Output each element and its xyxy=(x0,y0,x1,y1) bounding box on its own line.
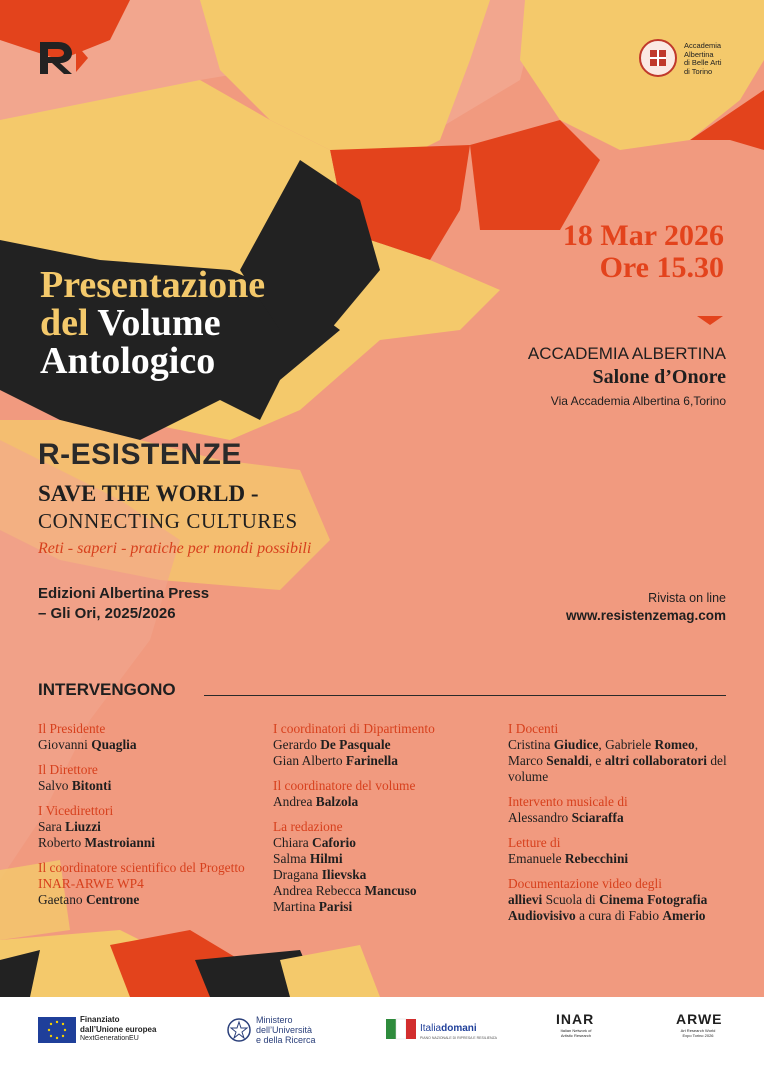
italia-flag-icon xyxy=(384,1015,418,1043)
resistenze-logo xyxy=(38,40,90,76)
speaker-role: I Vicedirettori xyxy=(38,803,114,818)
inar-logo: INAR Italian Network of Artistic Research xyxy=(556,1011,595,1038)
speaker-role: Intervento musicale di xyxy=(508,794,628,809)
speaker-role: Il Presidente xyxy=(38,721,106,736)
accademia-seal-icon xyxy=(638,38,678,78)
speaker-name: Dragana Ilievska xyxy=(273,867,367,882)
speaker-name: Salma Hilmi xyxy=(273,851,343,866)
arwe-logo: ARWE Art Research World Expo Torino 2026 xyxy=(676,1011,723,1038)
venue-address: Via Accademia Albertina 6,Torino xyxy=(550,394,726,408)
book-tagline: Reti - saperi - pratiche per mondi possibili xyxy=(38,540,312,557)
speaker-name: Alessandro Sciaraffa xyxy=(508,810,624,825)
location-marker-icon xyxy=(697,316,723,326)
speaker-name: Salvo Bitonti xyxy=(38,778,112,793)
speaker-name: Gian Alberto Farinella xyxy=(273,753,398,768)
title-line-2a: del xyxy=(40,302,89,344)
magazine-url[interactable]: www.resistenzemag.com xyxy=(565,608,726,623)
speaker-name: Roberto Mastroianni xyxy=(38,835,155,850)
speaker-name: Giovanni Quaglia xyxy=(38,737,137,752)
speaker-name: Gerardo De Pasquale xyxy=(273,737,391,752)
footer-logos: Finanziato dall’Unione europea NextGenerationEU Ministero dell’Università e della Ricerca Italiadomani PIANO NAZIONALE DI RIPRESA E RESILIENZA INAR Italian Network of Artistic Research ARWE Art Research World Expo Torino 2026 xyxy=(0,997,764,1081)
speaker-name: Sara Liuzzi xyxy=(38,819,101,834)
eu-flag-icon xyxy=(38,1017,76,1043)
title-line-3: Antologico xyxy=(40,340,216,382)
book-subtitle-1: SAVE THE WORLD - xyxy=(38,481,259,506)
speakers-column-2 xyxy=(273,721,498,915)
accademia-albertina-logo xyxy=(636,38,746,88)
venue-name: ACCADEMIA ALBERTINA xyxy=(527,344,726,363)
speaker-name: Andrea Rebecca Mancuso xyxy=(273,883,417,898)
accademia-name: Accademia Albertina di Belle Arti di Torino xyxy=(684,41,722,76)
divider xyxy=(204,695,726,696)
book-name: R-ESISTENZE xyxy=(38,438,242,471)
speakers-heading: INTERVENGONO xyxy=(38,680,176,699)
speaker-role: Letture di xyxy=(508,835,561,850)
italian-emblem-icon xyxy=(226,1017,252,1043)
speaker-name: Martina Parisi xyxy=(273,899,353,914)
speaker-role: I coordinatori di Dipartimento xyxy=(273,721,435,736)
publisher: Edizioni Albertina Press – Gli Ori, 2025/2026 xyxy=(38,585,210,622)
speakers-column-1 xyxy=(38,721,263,908)
title-line-1: Presentazione xyxy=(40,264,266,306)
magazine-label: Rivista on line xyxy=(648,591,726,605)
speaker-name: Gaetano Centrone xyxy=(38,892,140,907)
magazine-info xyxy=(566,589,726,625)
event-date: 18 Mar 2026 xyxy=(562,219,724,252)
speaker-role: Il Direttore xyxy=(38,762,98,777)
speaker-role: I Docenti xyxy=(508,721,559,736)
event-time: Ore 15.30 xyxy=(599,251,724,284)
venue-room: Salone d’Onore xyxy=(592,366,726,388)
book-subtitle-2: CONNECTING CULTURES xyxy=(38,509,298,533)
title-line-2b: Volume xyxy=(97,302,221,344)
speaker-role: Documentazione video degli xyxy=(508,876,662,891)
speaker-text: Cristina Giudice, Gabriele Romeo, Marco Senaldi, e altri collaboratori del volume xyxy=(508,737,727,784)
event-datetime xyxy=(563,220,724,284)
speaker-name: Chiara Caforio xyxy=(273,835,356,850)
speaker-role: Il coordinatore scientifico del Progetto INAR-ARWE WP4 xyxy=(38,860,245,891)
speakers-column-3 xyxy=(508,721,733,924)
speaker-text: allievi Scuola di Cinema Fotografia Audiovisivo a cura di Fabio Amerio xyxy=(508,892,708,923)
event-title xyxy=(40,266,265,380)
speaker-role: Il coordinatore del volume xyxy=(273,778,416,793)
speaker-name: Emanuele Rebecchini xyxy=(508,851,629,866)
speaker-name: Andrea Balzola xyxy=(273,794,359,809)
speaker-role: La redazione xyxy=(273,819,343,834)
